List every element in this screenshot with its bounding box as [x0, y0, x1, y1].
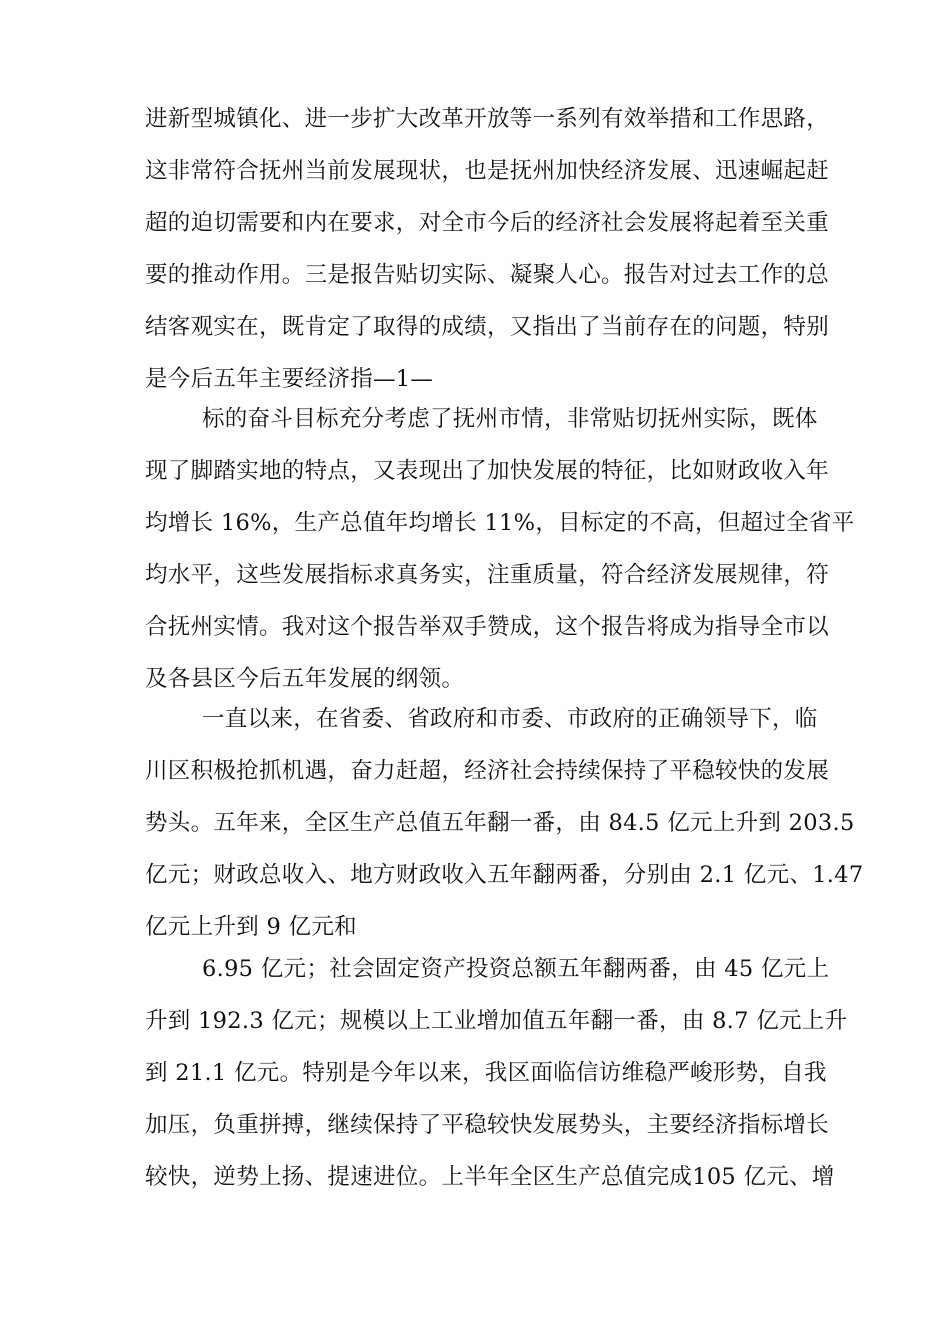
text-line: 亿元上升到 9 亿元和 — [145, 914, 357, 940]
text-line: 现了脚踏实地的特点，又表现出了加快发展的特征，比如财政收入年 — [145, 458, 830, 484]
text-line: 亿元；财政总收入、地方财政收入五年翻两番，分别由 2.1 亿元、1.47 — [145, 862, 864, 888]
text-line: 要的推动作用。三是报告贴切实际、凝聚人心。报告对过去工作的总 — [145, 262, 830, 288]
text-line: 合抚州实情。我对这个报告举双手赞成，这个报告将成为指导全市以 — [145, 614, 830, 640]
text-line: 6.95 亿元；社会固定资产投资总额五年翻两番，由 45 亿元上 — [202, 956, 830, 982]
text-line: 均水平，这些发展指标求真务实，注重质量，符合经济发展规律，符 — [145, 562, 830, 588]
text-line: 进新型城镇化、进一步扩大改革开放等一系列有效举措和工作思路， — [145, 106, 830, 132]
text-line: 是今后五年主要经济指—1— — [145, 366, 434, 392]
text-line: 升到 192.3 亿元；规模以上工业增加值五年翻一番，由 8.7 亿元上升 — [145, 1008, 848, 1034]
paragraph — [145, 93, 830, 405]
text-line: 一直以来，在省委、省政府和市委、市政府的正确领导下，临 — [202, 706, 818, 732]
paragraph — [145, 943, 848, 1203]
text-line: 到 21.1 亿元。特别是今年以来，我区面临信访维稳严峻形势，自我 — [145, 1060, 827, 1086]
text-line: 结客观实在，既肯定了取得的成绩，又指出了当前存在的问题，特别 — [145, 314, 830, 340]
text-line: 势头。五年来，全区生产总值五年翻一番，由 84.5 亿元上升到 203.5 — [145, 810, 855, 836]
text-line: 及各县区今后五年发展的纲领。 — [145, 666, 465, 692]
paragraph — [145, 693, 864, 953]
text-line: 这非常符合抚州当前发展现状，也是抚州加快经济发展、迅速崛起赶 — [145, 158, 830, 184]
text-line: 加压，负重拼搏，继续保持了平稳较快发展势头，主要经济指标增长 — [145, 1112, 830, 1138]
text-line: 均增长 16%，生产总值年均增长 11%，目标定的不高，但超过全省平 — [145, 510, 855, 536]
text-line: 川区积极抢抓机遇，奋力赶超，经济社会持续保持了平稳较快的发展 — [145, 758, 830, 784]
text-line: 较快，逆势上扬、提速进位。上半年全区生产总值完成105 亿元、增 — [145, 1164, 835, 1190]
text-line: 超的迫切需要和内在要求，对全市今后的经济社会发展将起着至关重 — [145, 210, 830, 236]
text-line: 标的奋斗目标充分考虑了抚州市情，非常贴切抚州实际，既体 — [202, 406, 818, 432]
paragraph — [145, 393, 855, 705]
